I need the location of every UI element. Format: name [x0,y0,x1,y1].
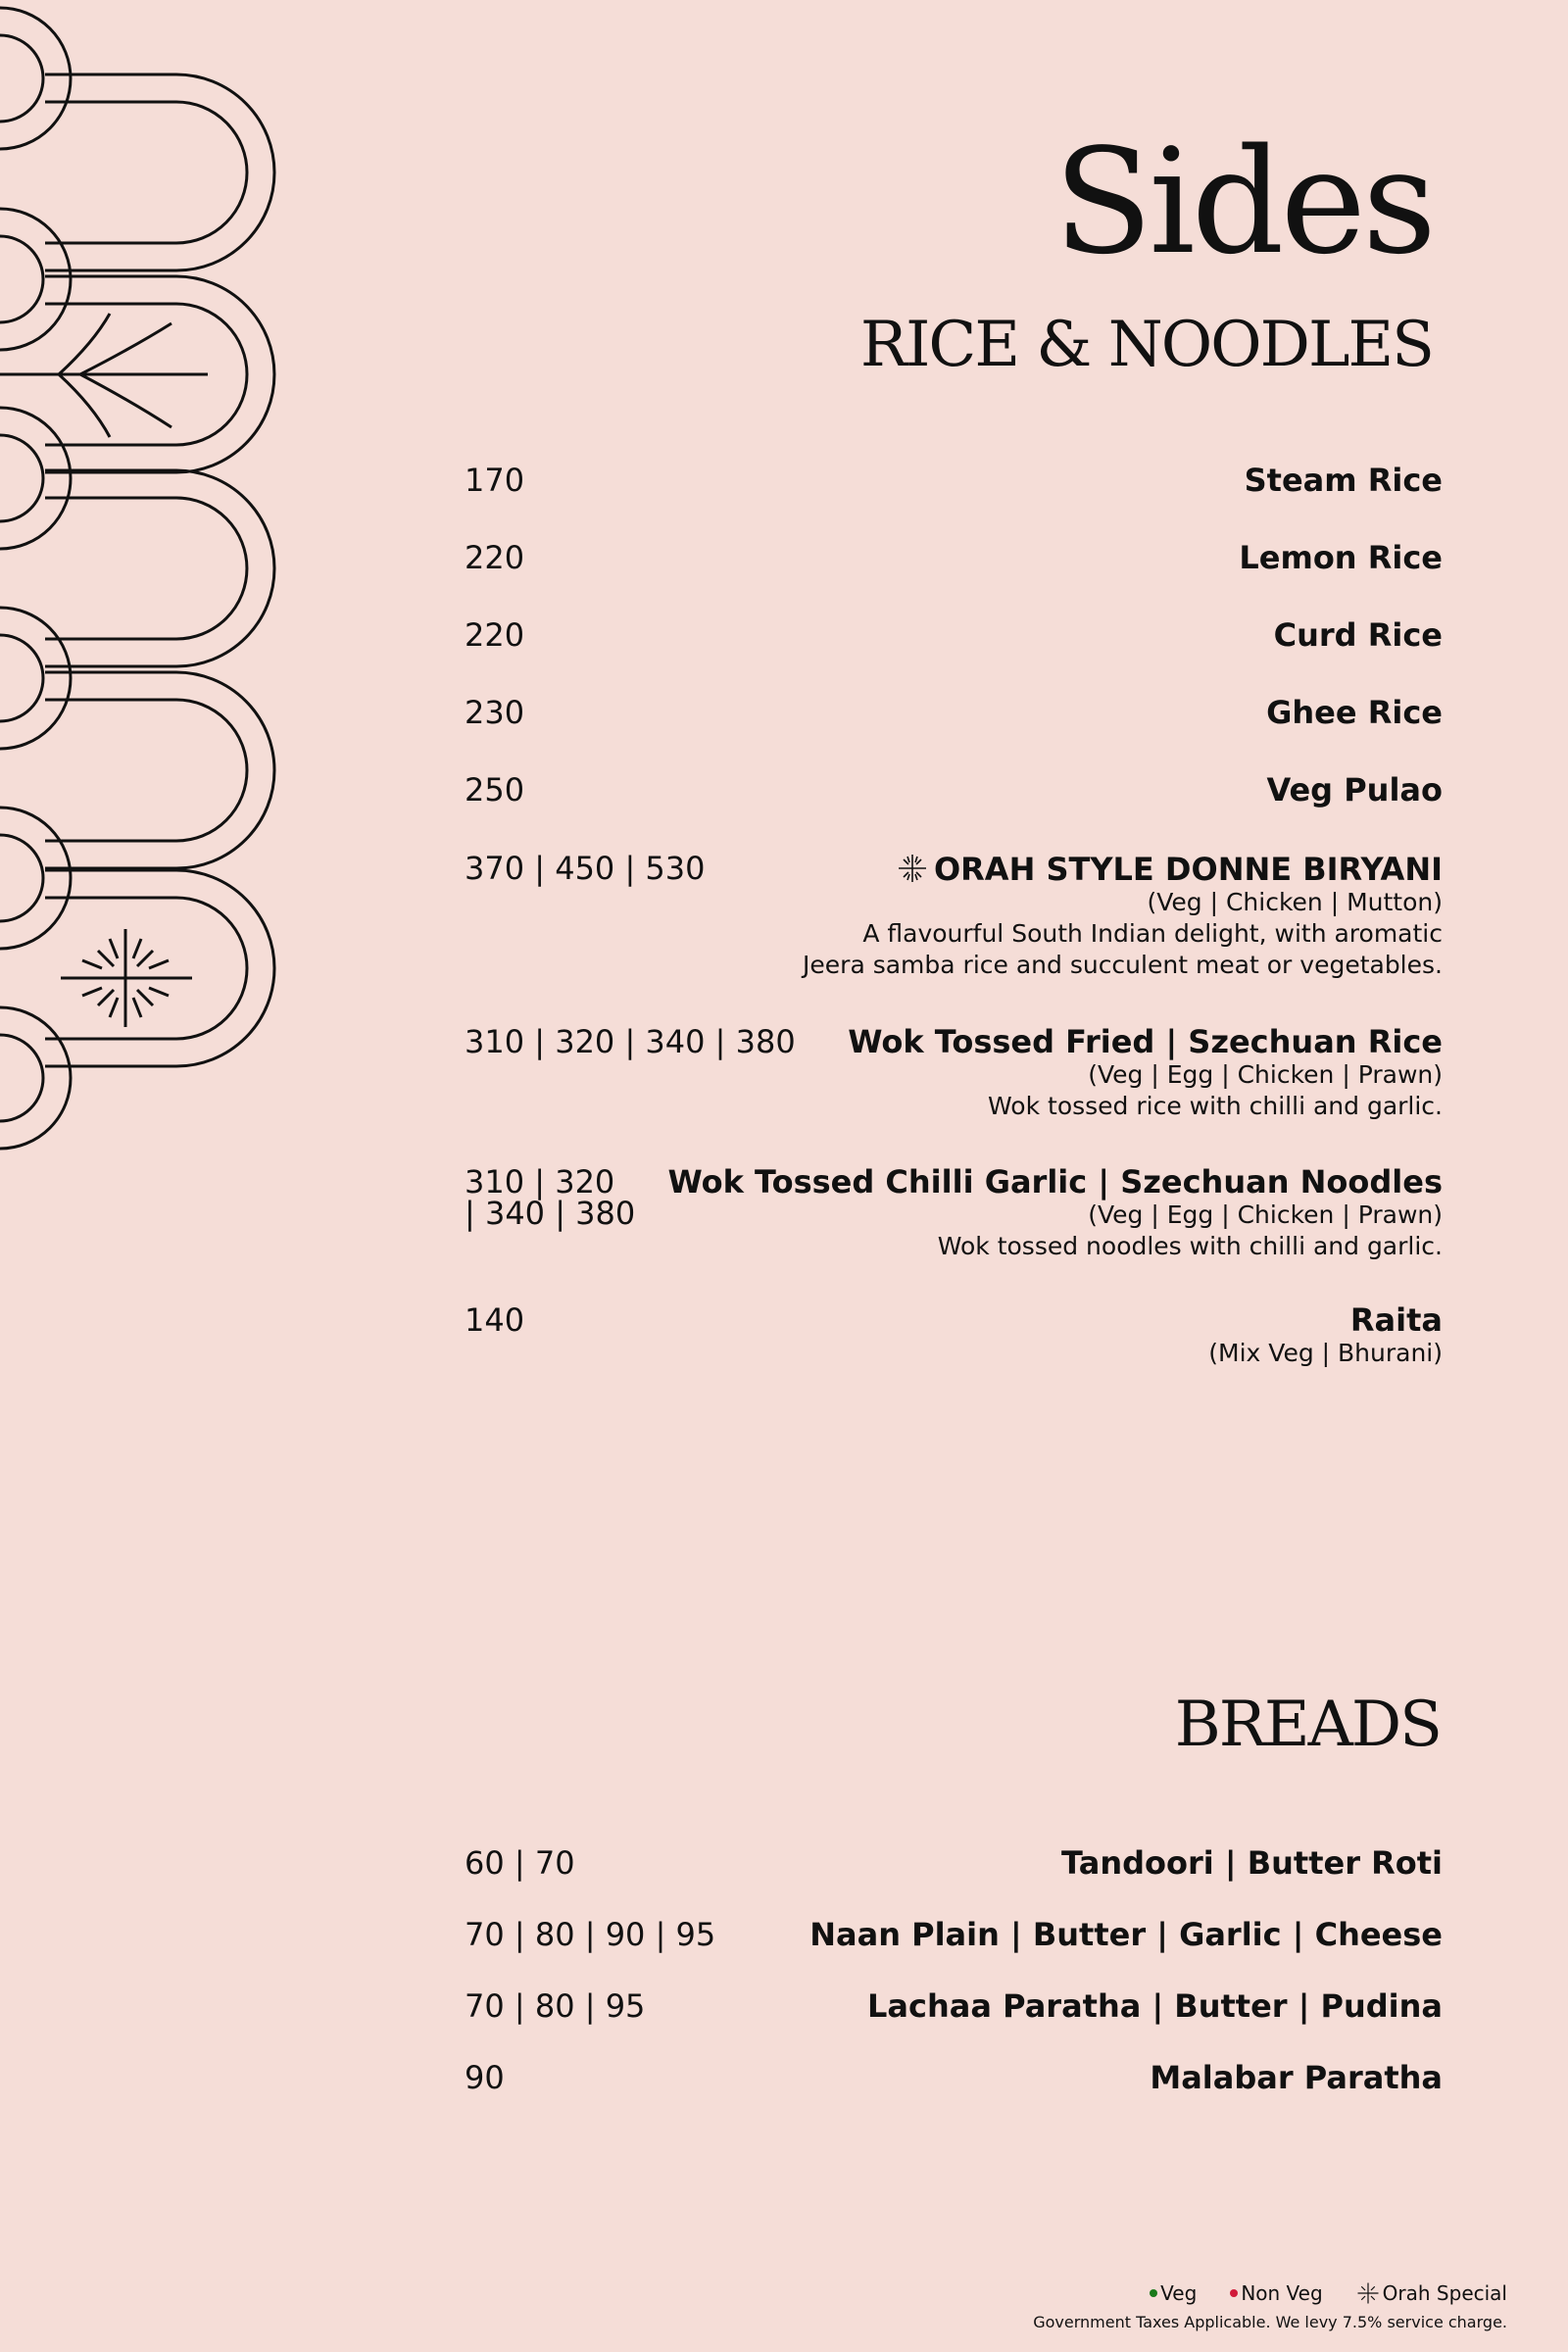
item-options: (Veg | Egg | Chicken | Prawn) [1088,1200,1443,1229]
item-name: Tandoori | Butter Roti [1061,1844,1443,1882]
legend-veg-label: Veg [1160,2281,1198,2305]
menu-item [465,1301,1443,1369]
item-description: Jeera samba rice and succulent meat or vegetables. [803,951,1443,979]
item-options: (Veg | Chicken | Mutton) [1147,888,1443,916]
menu-item [465,1987,1443,2025]
item-price-line: 310 | 320 [465,1163,615,1200]
legend [1116,2281,1507,2305]
page-title: Sides [1054,118,1433,286]
menu-item [465,1916,1443,1953]
menu-item [465,771,1443,808]
item-options: (Mix Veg | Bhurani) [1208,1339,1443,1367]
item-price-line: | 340 | 380 [465,1195,636,1232]
item-description: Wok tossed rice with chilli and garlic. [988,1092,1443,1120]
legend-nonveg-label: Non Veg [1241,2281,1323,2305]
menu-item [465,616,1443,654]
item-name: Malabar Paratha [1150,2059,1443,2096]
item-name: Veg Pulao [1266,771,1443,808]
item-description: A flavourful South Indian delight, with aromatic [862,919,1443,948]
legend-special [1356,2281,1507,2305]
menu-item [465,1023,1443,1122]
item-name: Ghee Rice [1266,694,1443,731]
breads-heading: BREADS [1174,1689,1441,1761]
menu-item [465,1163,1443,1262]
rice-noodles-heading: RICE & NOODLES [859,309,1433,381]
menu-item [465,2059,1443,2096]
item-price: 250 [465,771,525,808]
menu-item [465,694,1443,731]
item-price: 70 | 80 | 90 | 95 [465,1916,716,1953]
item-price: 170 [465,462,525,499]
nonveg-dot-icon [1230,2289,1238,2297]
item-price: 310 | 320 | 340 | 380 [465,1023,796,1060]
item-name: Raita [1349,1301,1443,1339]
item-price: 370 | 450 | 530 [465,850,706,887]
item-name: Wok Tossed Chilli Garlic | Szechuan Noodles [667,1163,1443,1200]
menu-item [465,1844,1443,1882]
item-options: (Veg | Egg | Chicken | Prawn) [1088,1060,1443,1089]
item-price: 90 [465,2059,505,2096]
menu-item [465,539,1443,576]
item-name: Curd Rice [1273,616,1443,654]
orah-special-icon [897,853,928,884]
item-name: Steam Rice [1244,462,1443,499]
menu-item [465,850,1443,981]
item-price: 220 [465,616,525,654]
item-name: Naan Plain | Butter | Garlic | Cheese [809,1916,1443,1953]
item-price [465,1163,661,1232]
item-price: 220 [465,539,525,576]
veg-dot-icon [1150,2289,1157,2297]
decorative-arches-icon [0,0,284,1196]
item-name: Lemon Rice [1239,539,1443,576]
orah-special-icon [1356,2281,1380,2305]
legend-nonveg [1230,2281,1322,2305]
item-price: 140 [465,1301,525,1339]
item-description: Wok tossed noodles with chilli and garlic. [937,1232,1443,1260]
item-name: ORAH STYLE DONNE BIRYANI [933,851,1443,888]
menu-item [465,462,1443,499]
item-name: Wok Tossed Fried | Szechuan Rice [848,1023,1443,1060]
legend-veg [1150,2281,1197,2305]
legend-special-label: Orah Special [1382,2281,1507,2305]
tax-footnote: Government Taxes Applicable. We levy 7.5% service charge. [1033,2313,1507,2331]
item-price: 70 | 80 | 95 [465,1987,646,2025]
item-price: 230 [465,694,525,731]
item-price: 60 | 70 [465,1844,575,1882]
item-name: Lachaa Paratha | Butter | Pudina [867,1987,1443,2025]
